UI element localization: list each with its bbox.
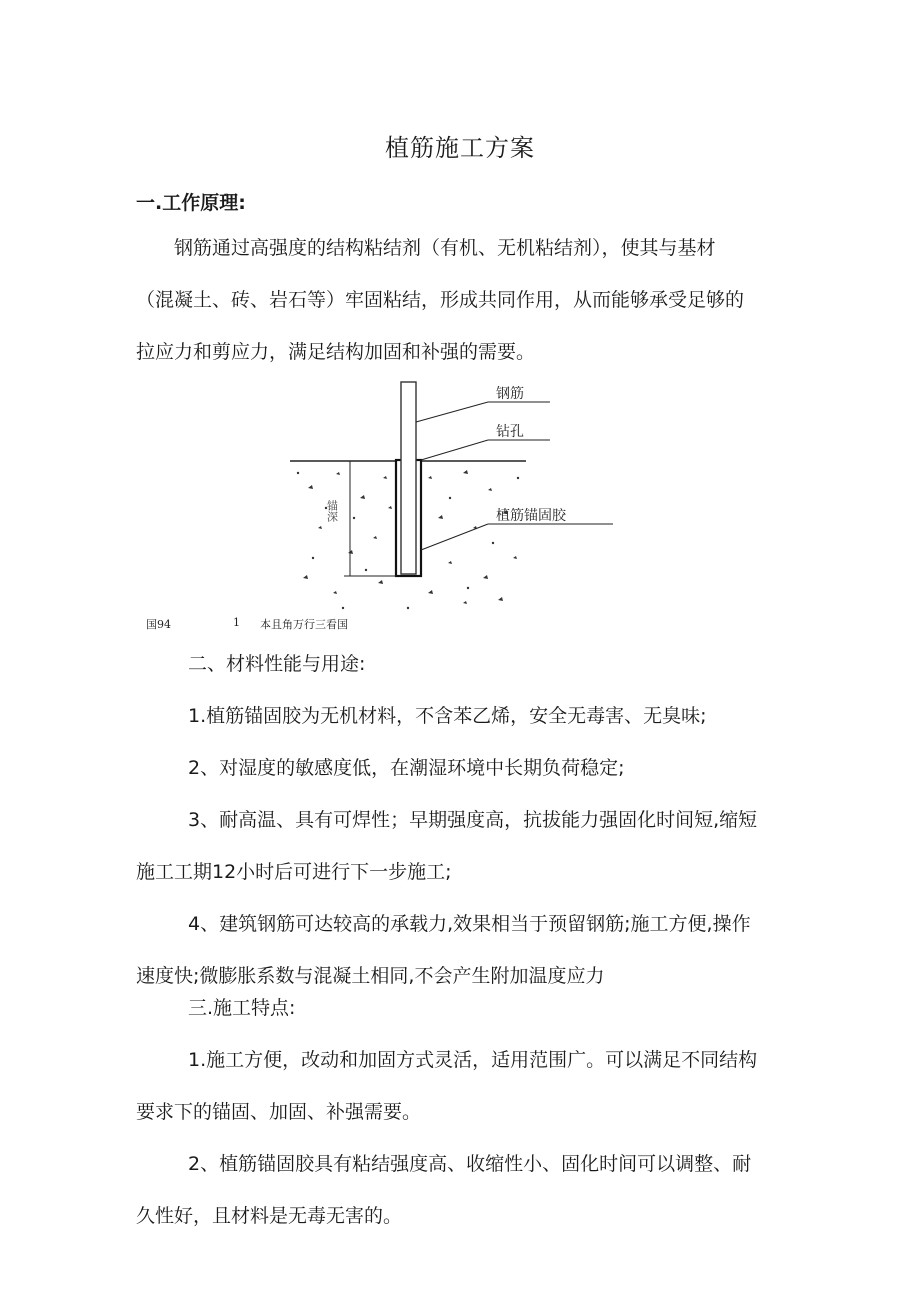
section2-item: 2、对湿度的敏感度低，在潮湿环境中长期负荷稳定; [188, 757, 625, 779]
figure-caption-text: 本且角万行三看国 [260, 618, 348, 631]
label-rebar: 钢筋 [496, 386, 524, 402]
section3-item-cont: 要求下的锚固、加固、补强需要。 [136, 1101, 422, 1123]
label-glue: 植筋锚固胶 [496, 508, 566, 524]
section1-line: （混凝土、砖、岩石等）牢固粘结，形成共同作用，从而能够承受足够的 [136, 289, 745, 311]
rebar-anchoring-diagram [288, 378, 618, 618]
section2 [136, 638, 786, 1002]
section2-item-cont: 施工工期12小时后可进行下一步施工; [136, 861, 452, 883]
rebar-bar [401, 382, 416, 574]
section1-line: 拉应力和剪应力，满足结构加固和补强的需要。 [136, 341, 536, 363]
section3-item: 2、植筋锚固胶具有粘结强度高、收缩性小、固化时间可以调整、耐 [188, 1153, 752, 1175]
section3-heading: 三.施工特点: [188, 997, 296, 1019]
label-anchor-depth: 锚深 [325, 500, 339, 522]
section3-item: 1.施工方便，改动和加固方式灵活，适用范围广。可以满足不同结构 [188, 1049, 758, 1071]
section2-item: 3、耐高温、具有可焊性；早期强度高，抗拔能力强固化时间短,缩短 [188, 809, 758, 831]
section2-item: 4、建筑钢筋可达较高的承载力,效果相当于预留钢筋;施工方便,操作 [188, 913, 751, 935]
section1-paragraph [136, 222, 786, 378]
document-title: 植筋施工方案 [385, 134, 535, 162]
section2-item-cont: 速度快;微膨胀系数与混凝土相同,不会产生附加温度应力 [136, 965, 605, 987]
label-hole: 钻孔 [496, 424, 524, 440]
section2-heading: 二、材料性能与用途: [188, 653, 366, 675]
section1-line: 钢筋通过高强度的结构粘结剂（有机、无机粘结剂），使其与基材 [174, 237, 716, 259]
section3-item-cont: 久性好，且材料是无毒无害的。 [136, 1205, 403, 1227]
glue-leader-line [421, 524, 488, 550]
rebar-leader-line [416, 402, 488, 422]
hole-leader-line [421, 440, 488, 460]
section2-item: 1.植筋锚固胶为无机材料，不含苯乙烯，安全无毒害、无臭味; [188, 705, 707, 727]
section1-heading: 一.工作原理: [136, 192, 246, 214]
section3 [136, 982, 786, 1242]
figure-caption-number: 国94 [146, 618, 171, 631]
figure-caption-index: 1 [233, 616, 240, 629]
